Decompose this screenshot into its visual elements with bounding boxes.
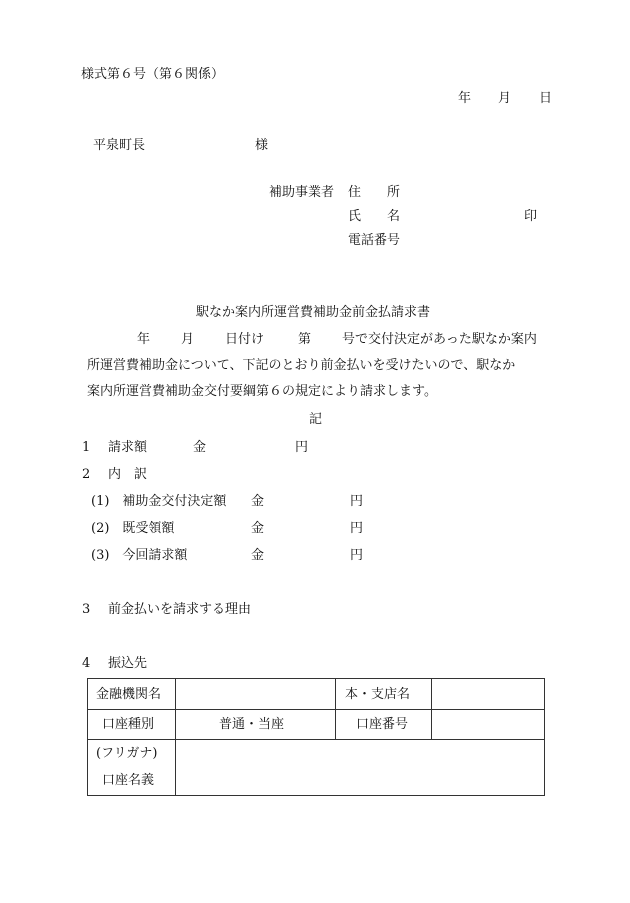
item4-label: 振込先 (108, 656, 148, 671)
breakdown-3-kin: 金 (251, 548, 265, 563)
breakdown-3-yen: 円 (350, 548, 364, 563)
item2-number: 2 (82, 467, 91, 482)
item3-number: 3 (82, 602, 91, 617)
bank-transfer-table (87, 678, 545, 796)
bank-name-field[interactable] (176, 680, 334, 708)
ki-heading: 記 (309, 412, 323, 427)
addressee-name: 平泉町長 (93, 138, 146, 153)
breakdown-1-label: (1) 補助金交付決定額 (91, 494, 227, 509)
item1-kin: 金 (193, 440, 207, 455)
account-type-label: 口座種別 (102, 717, 155, 732)
body-date: 日付け (225, 332, 265, 347)
item1-label: 請求額 (108, 440, 148, 455)
breakdown-2-kin: 金 (251, 521, 265, 536)
item4-number: 4 (82, 656, 91, 671)
account-holder-label: 口座名義 (102, 773, 155, 788)
body-dai: 第 (298, 332, 312, 347)
address-label: 住 所 (348, 185, 401, 200)
body-line1-rest: 号で交付決定があった駅なか案内 (342, 332, 537, 347)
account-holder-field[interactable] (176, 740, 543, 794)
breakdown-1-kin: 金 (251, 494, 265, 509)
branch-field[interactable] (432, 680, 543, 708)
breakdown-1-yen: 円 (350, 494, 364, 509)
furigana-label: (フリガナ) (96, 746, 158, 761)
account-number-field[interactable] (432, 710, 543, 738)
name-label: 氏 名 (348, 209, 401, 224)
date-month: 月 (498, 91, 512, 106)
body-line3: 案内所運営費補助金交付要綱第６の規定により請求します。 (87, 384, 437, 399)
body-month: 月 (181, 332, 195, 347)
seal-mark: 印 (524, 209, 538, 224)
form-number: 様式第６号（第６関係） (81, 67, 225, 82)
applicant-role: 補助事業者 (269, 185, 335, 200)
item2-label: 内 訳 (108, 467, 148, 482)
body-line2: 所運営費補助金について、下記のとおり前金払いを受けたいので、駅なか (87, 358, 516, 373)
date-day: 日 (539, 91, 553, 106)
bank-name-label: 金融機関名 (96, 687, 162, 702)
account-number-label: 口座番号 (356, 717, 409, 732)
breakdown-2-yen: 円 (350, 521, 364, 536)
item1-yen: 円 (295, 440, 309, 455)
addressee-honorific: 様 (255, 138, 269, 153)
breakdown-3-label: (3) 今回請求額 (91, 548, 188, 563)
body-year: 年 (137, 332, 151, 347)
date-year: 年 (458, 91, 472, 106)
document-title: 駅なか案内所運営費補助金前金払請求書 (196, 305, 431, 320)
item3-label: 前金払いを請求する理由 (108, 602, 252, 617)
item1-number: 1 (82, 440, 91, 455)
branch-label: 本・支店名 (345, 687, 411, 702)
account-type-value[interactable]: 普通・当座 (219, 717, 285, 732)
breakdown-2-label: (2) 既受領額 (91, 521, 175, 536)
table-column-divider (335, 679, 336, 739)
phone-label: 電話番号 (348, 233, 401, 248)
